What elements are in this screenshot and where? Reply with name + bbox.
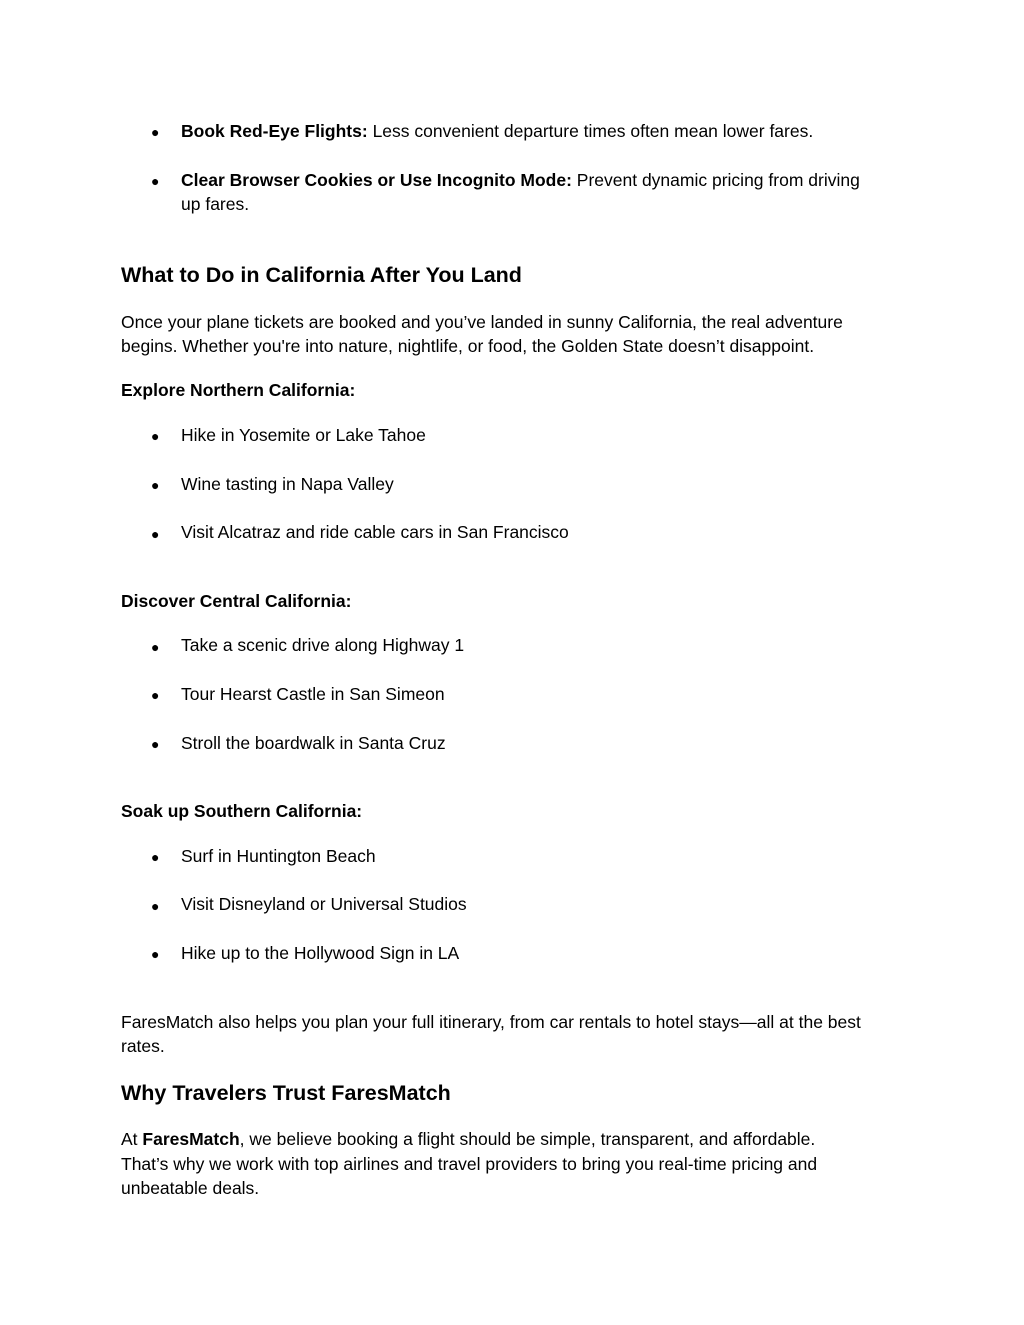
- bullet-icon: ●: [151, 428, 160, 444]
- group-title-central: Discover Central California:: [121, 591, 352, 611]
- list-item: Visit Disneyland or Universal Studios: [181, 894, 467, 914]
- outro-paragraph-line: FaresMatch also helps you plan your full itinerary, from car rentals to hotel stays—all at the best: [121, 1012, 861, 1032]
- brand-name: FaresMatch: [142, 1129, 240, 1149]
- trust-paragraph-line: [121, 1127, 911, 1152]
- list-item: Hike up to the Hollywood Sign in LA: [181, 943, 460, 963]
- bullet-icon: ●: [151, 526, 160, 542]
- outro-paragraph-line: rates.: [121, 1036, 165, 1056]
- trust-paragraph-line: That’s why we work with top airlines and travel providers to bring you real-time pricing and: [121, 1154, 818, 1174]
- list-item: Hike in Yosemite or Lake Tahoe: [181, 425, 426, 445]
- bullet-icon: ●: [151, 849, 160, 865]
- tip-text: Less convenient departure times often mean lower fares.: [372, 121, 814, 141]
- section-heading-california: What to Do in California After You Land: [121, 263, 522, 287]
- trust-paragraph-line: unbeatable deals.: [121, 1178, 260, 1198]
- tip-item-cookies: [181, 168, 860, 192]
- trust-prefix: At: [121, 1129, 143, 1149]
- tip-item-red-eye: [181, 119, 813, 143]
- bullet-icon: ●: [151, 124, 160, 140]
- tip-text: Prevent dynamic pricing from driving: [576, 170, 860, 190]
- bullet-icon: ●: [151, 477, 160, 493]
- list-item: Visit Alcatraz and ride cable cars in San Francisco: [181, 522, 569, 542]
- trust-line1-rest: , we believe booking a flight should be simple, transparent, and affordable.: [239, 1129, 816, 1149]
- bullet-icon: ●: [151, 898, 160, 914]
- list-item: Surf in Huntington Beach: [181, 846, 376, 866]
- tip-title: Book Red-Eye Flights:: [181, 121, 368, 141]
- bullet-icon: ●: [151, 639, 160, 655]
- section-heading-trust: Why Travelers Trust FaresMatch: [121, 1081, 451, 1105]
- list-item: Tour Hearst Castle in San Simeon: [181, 684, 445, 704]
- intro-paragraph-line: begins. Whether you're into nature, nightlife, or food, the Golden State doesn’t disappoint.: [121, 336, 815, 356]
- tip-title: Clear Browser Cookies or Use Incognito Mode:: [181, 170, 572, 190]
- bullet-icon: ●: [151, 736, 160, 752]
- intro-paragraph-line: Once your plane tickets are booked and you’ve landed in sunny California, the real adventure: [121, 312, 843, 332]
- tip-text-continuation: up fares.: [181, 194, 250, 214]
- bullet-icon: ●: [151, 946, 160, 962]
- list-item: Take a scenic drive along Highway 1: [181, 635, 465, 655]
- list-item: Stroll the boardwalk in Santa Cruz: [181, 733, 446, 753]
- list-item: Wine tasting in Napa Valley: [181, 474, 394, 494]
- bullet-icon: ●: [151, 687, 160, 703]
- group-title-southern: Soak up Southern California:: [121, 801, 363, 821]
- group-title-northern: Explore Northern California:: [121, 380, 356, 400]
- bullet-icon: ●: [151, 173, 160, 189]
